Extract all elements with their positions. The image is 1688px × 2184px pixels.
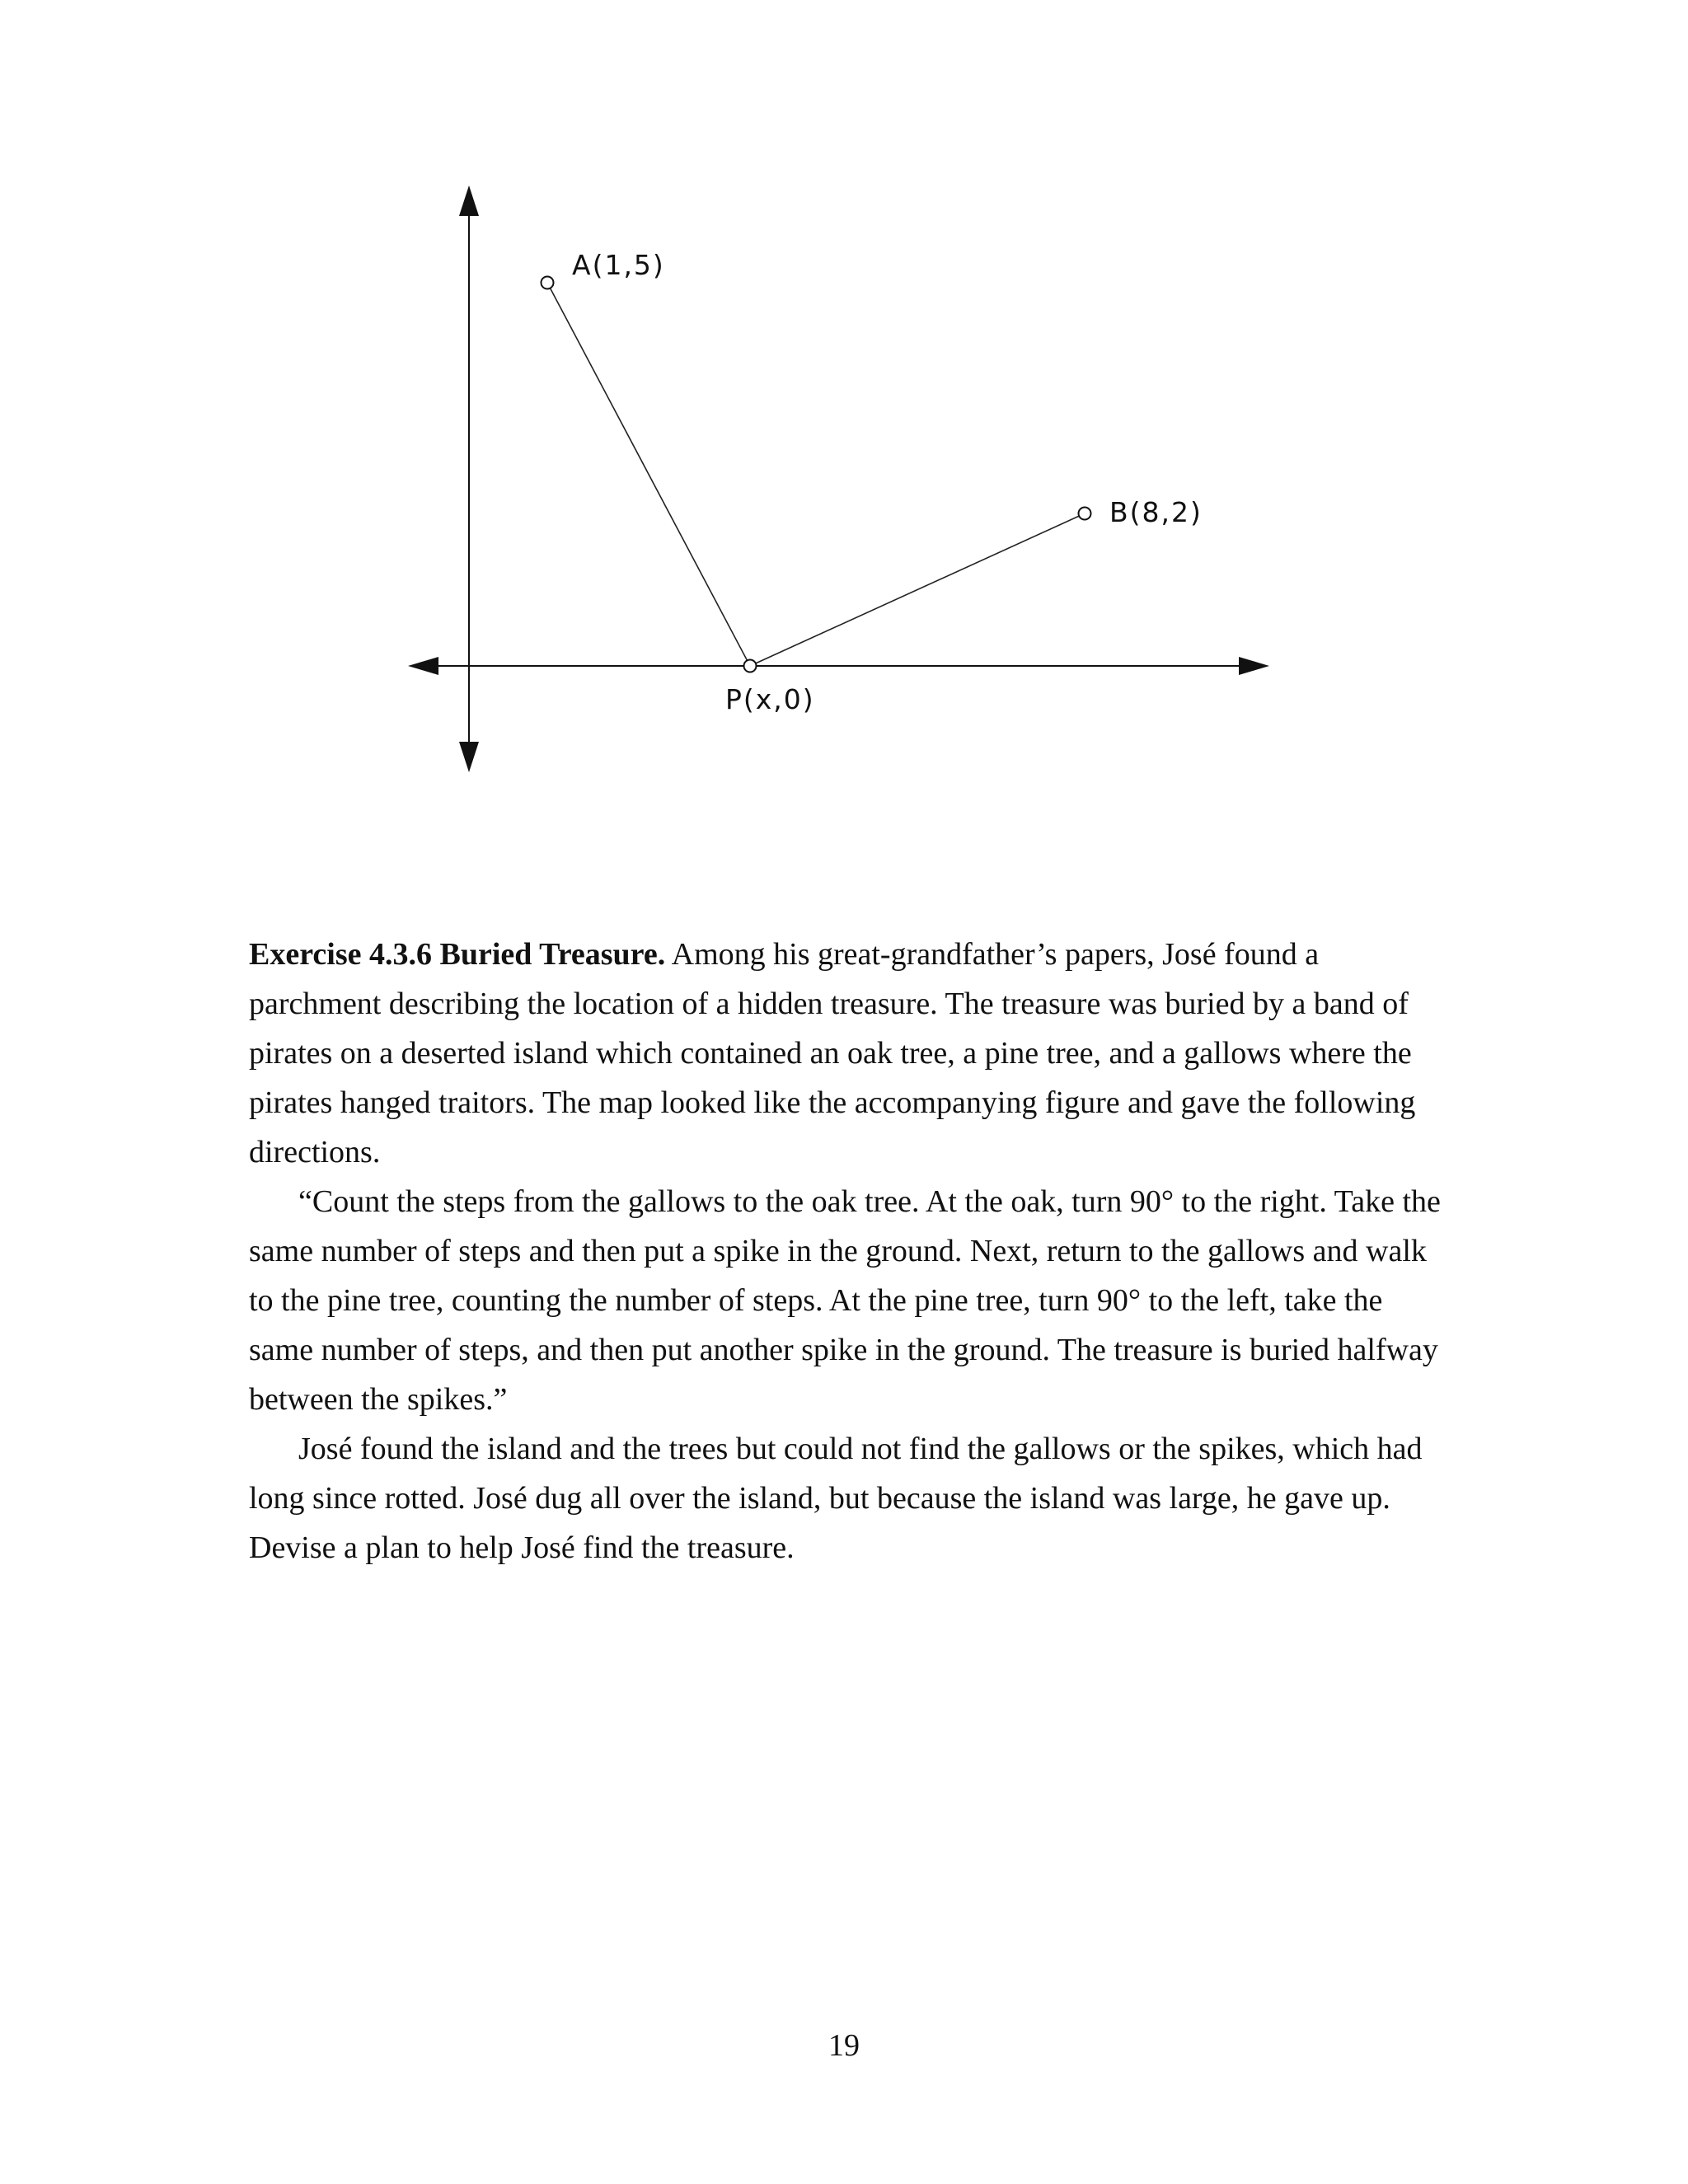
exercise-text (249, 930, 1452, 1572)
point-b-label: B(8,2) (1109, 496, 1203, 528)
coordinate-figure (0, 0, 1688, 824)
exercise-intro-text: Among his great-grandfather’s papers, José found a parchment describing the location of a hidden treasure. The treasure was buried by a band of pirates on a deserted island which contained an oak tree, a pine tree, and a gallows where the pirates hanged traitors. The map looked like the accompanying figure and gave the following directions. (249, 937, 1416, 1169)
segment-ap (547, 283, 750, 666)
exercise-title: Exercise 4.3.6 Buried Treasure. (249, 937, 666, 972)
segment-bp (750, 513, 1085, 666)
page-number: 19 (828, 2028, 860, 2063)
y-axis-arrow-up (459, 185, 479, 216)
point-a-label: A(1,5) (572, 249, 665, 281)
point-p-label: P(x,0) (725, 683, 815, 715)
exercise-closing: José found the island and the trees but could not find the gallows or the spikes, which had long since rotted. José dug all over the island, but because the island was large, he gave up. Devise a plan to help José find the treasure. (249, 1432, 1423, 1565)
x-axis-arrow-right (1239, 657, 1269, 675)
y-axis-arrow-down (459, 742, 479, 772)
x-axis-arrow-left (408, 657, 438, 675)
exercise-quote: “Count the steps from the gallows to the oak tree. At the oak, turn 90° to the right. Take the same number of steps and then put a spike in the ground. Next, return to the gallows and walk to the pine tree, counting the number of steps. At the pine tree, turn 90° to the left, take the same number of steps, and then put another spike in the ground. The treasure is buried halfway between the spikes.” (249, 1184, 1441, 1417)
point-a (542, 277, 554, 289)
exercise-paragraph-intro (249, 930, 1452, 1177)
point-b (1079, 508, 1091, 520)
point-p (744, 660, 757, 673)
